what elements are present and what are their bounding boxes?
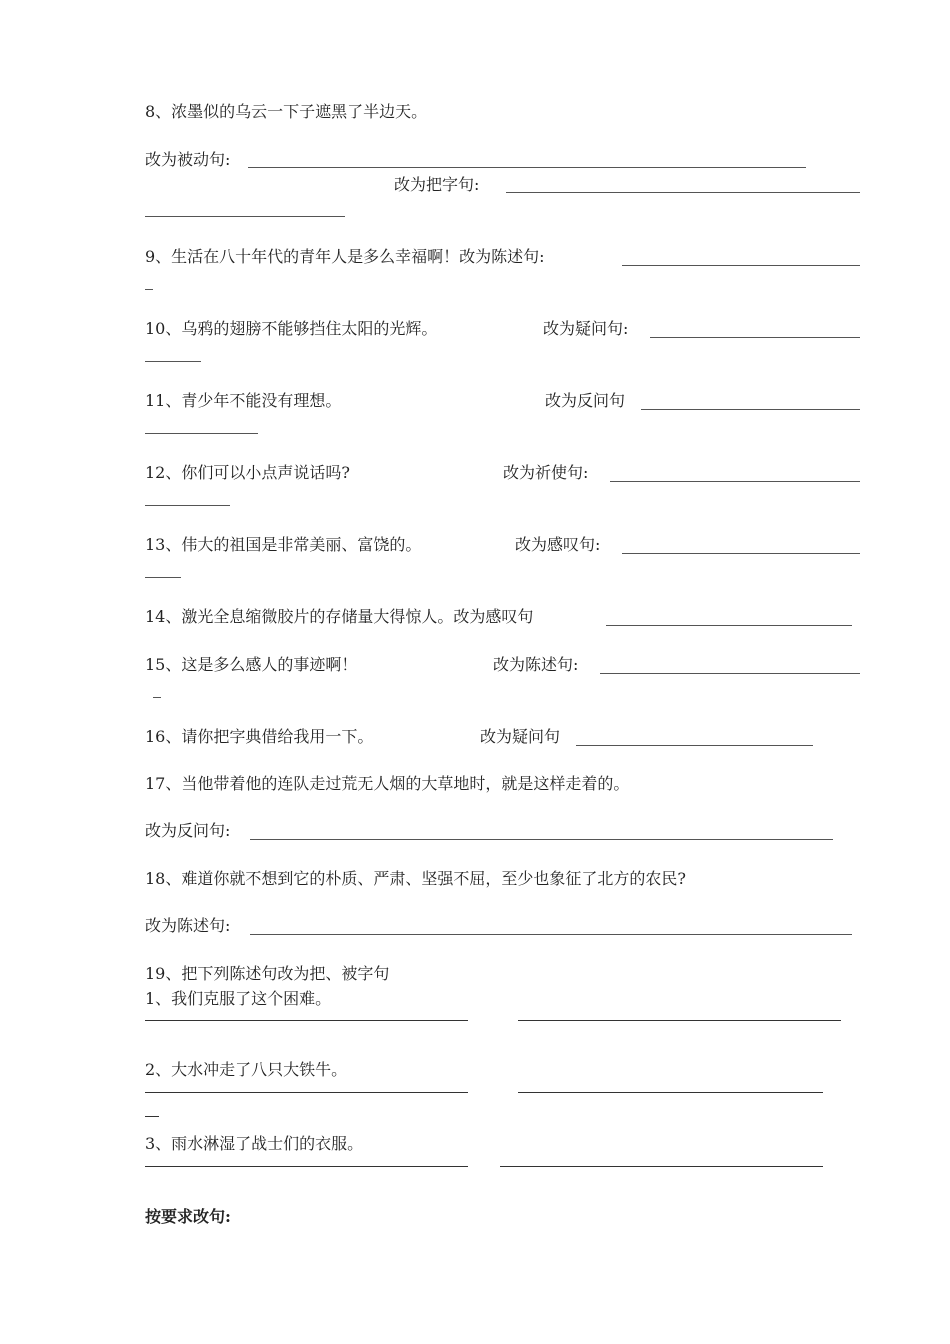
q13-sentence: 13、伟大的祖国是非常美丽、富饶的。 xyxy=(145,535,422,554)
q8-answer-line-passive[interactable] xyxy=(248,167,806,168)
q15-prompt: 改为陈述句: xyxy=(493,655,579,674)
q19-sub1: 1、我们克服了这个困难。 xyxy=(145,989,332,1008)
q12-sentence: 12、你们可以小点声说话吗? xyxy=(145,463,350,482)
q9-answer-line[interactable] xyxy=(622,265,860,266)
q10-answer-line[interactable] xyxy=(650,337,860,338)
q8-answer-line-ba-cont[interactable] xyxy=(145,216,345,217)
q12-prompt: 改为祈使句: xyxy=(503,463,589,482)
q10-answer-line-cont[interactable] xyxy=(145,361,201,362)
q11-sentence: 11、青少年不能没有理想。 xyxy=(145,391,342,410)
q12-answer-line[interactable] xyxy=(610,481,860,482)
q19-title: 19、把下列陈述句改为把、被字句 xyxy=(145,964,390,983)
q19-sub2-ba-line[interactable] xyxy=(145,1092,468,1093)
q16-sentence: 16、请你把字典借给我用一下。 xyxy=(145,727,374,746)
q19-sub3-ba-line[interactable] xyxy=(145,1166,468,1167)
q9-sentence: 9、生活在八十年代的青年人是多么幸福啊！改为陈述句: xyxy=(145,247,545,266)
q13-answer-line[interactable] xyxy=(622,553,860,554)
q12-answer-line-cont[interactable] xyxy=(145,505,230,506)
q11-answer-line-cont[interactable] xyxy=(145,433,258,434)
q8-prompt-ba: 改为把字句: xyxy=(394,175,480,194)
q19-sub1-ba-line[interactable] xyxy=(145,1020,468,1021)
q16-prompt: 改为疑问句 xyxy=(480,727,561,746)
section-heading: 按要求改句: xyxy=(145,1207,231,1226)
q10-prompt: 改为疑问句: xyxy=(543,319,629,338)
q9-answer-line-cont[interactable] xyxy=(145,289,153,290)
q14-answer-line[interactable] xyxy=(606,625,852,626)
q17-sentence: 17、当他带着他的连队走过荒无人烟的大草地时，就是这样走着的。 xyxy=(145,774,630,793)
q16-answer-line[interactable] xyxy=(576,745,813,746)
q19-sub2-bei-line[interactable] xyxy=(518,1092,823,1093)
q13-prompt: 改为感叹句: xyxy=(515,535,601,554)
q19-sub3: 3、雨水淋湿了战士们的衣服。 xyxy=(145,1134,364,1153)
q10-sentence: 10、乌鸦的翅膀不能够挡住太阳的光辉。 xyxy=(145,319,438,338)
q11-answer-line[interactable] xyxy=(641,409,860,410)
q19-sub2-line-cont[interactable] xyxy=(145,1116,159,1117)
q13-answer-line-cont[interactable] xyxy=(145,577,181,578)
q19-sub2: 2、大水冲走了八只大铁牛。 xyxy=(145,1060,348,1079)
q14-sentence: 14、激光全息缩微胶片的存储量大得惊人。改为感叹句 xyxy=(145,607,534,626)
q15-sentence: 15、这是多么感人的事迹啊！ xyxy=(145,655,358,674)
q15-answer-line[interactable] xyxy=(600,673,860,674)
q19-sub3-bei-line[interactable] xyxy=(500,1166,823,1167)
q8-sentence: 8、浓墨似的乌云一下子遮黑了半边天。 xyxy=(145,102,428,121)
q18-answer-line[interactable] xyxy=(250,934,852,935)
q17-answer-line[interactable] xyxy=(250,839,833,840)
q8-answer-line-ba[interactable] xyxy=(506,192,860,193)
q18-prompt: 改为陈述句: xyxy=(145,916,231,935)
q18-sentence: 18、难道你就不想到它的朴质、严肃、坚强不屈，至少也象征了北方的农民? xyxy=(145,869,686,888)
q8-prompt-passive: 改为被动句: xyxy=(145,150,231,169)
q11-prompt: 改为反问句 xyxy=(545,391,626,410)
q17-prompt: 改为反问句: xyxy=(145,821,231,840)
q15-answer-line-cont[interactable] xyxy=(153,697,161,698)
q19-sub1-bei-line[interactable] xyxy=(518,1020,841,1021)
